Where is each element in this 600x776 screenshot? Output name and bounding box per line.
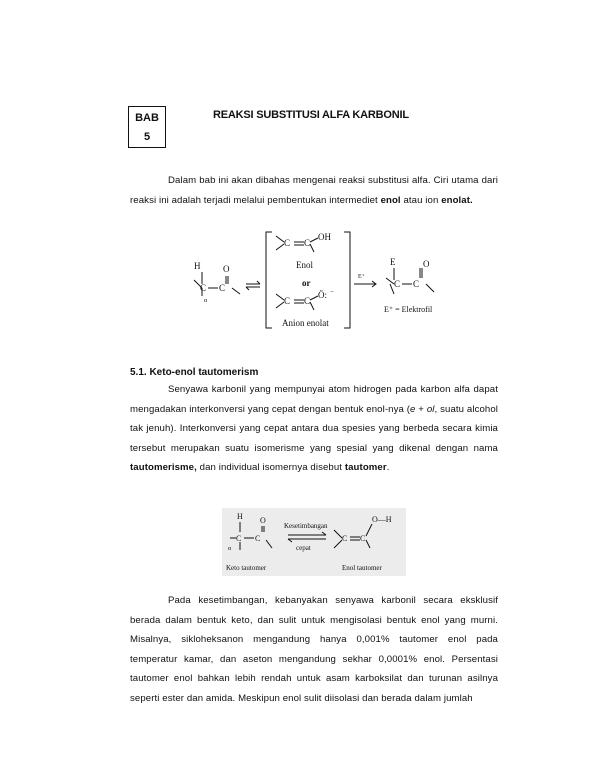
intro-text-1: Dalam bab ini akan dibahas mengenai reaksi substitusi alfa. Ciri utama dari reaksi ini adalah terjadi melalui pembentukan intermediet bbox=[130, 175, 498, 206]
product-e-label: E bbox=[390, 257, 396, 267]
enol-oh-label: OH bbox=[318, 232, 331, 242]
svg-text:C: C bbox=[200, 283, 207, 293]
tautomer-paragraph bbox=[130, 380, 498, 478]
anion-enolat-label: Anion enolat bbox=[282, 318, 329, 328]
para2-text-4: dan individual isomernya disebut bbox=[196, 462, 345, 473]
keto-h-label: H bbox=[194, 261, 201, 271]
intro-text-2: atau ion bbox=[400, 194, 442, 206]
alpha-label-2: α bbox=[228, 546, 232, 552]
para2-text-2: + bbox=[415, 403, 427, 415]
svg-text:C: C bbox=[284, 296, 291, 306]
svg-text:C: C bbox=[360, 534, 366, 543]
svg-text:C: C bbox=[413, 279, 420, 289]
svg-text:C: C bbox=[394, 279, 401, 289]
intro-bold-enol: enol bbox=[380, 194, 401, 206]
svg-text:C: C bbox=[304, 238, 311, 248]
para2-text-1: Senyawa karbonil yang mempunyai atom hidrogen pada karbon alfa dapat mengadakan interkonversi yang cepat dengan bentuk enol-nya ( bbox=[130, 384, 498, 415]
para2-italic-e: e bbox=[410, 403, 416, 415]
equilibrium-paragraph: Pada kesetimbangan, kebanyakan senyawa karbonil secara eksklusif berada dalam bentuk keto, dan sulit untuk mengisolasi bentuk enol yang murni. Misalnya, sikloheksanon mengandung hanya 0,001% tautomer enol pada temperatur kamar, dan aseton mengandung sekhar 0,0001% enol. Persentasi tautomer enol bahkan lebih rendah untuk asam karboksilat dan turunan asilnya seperti ester dan amida. Meskipun enol sulit diisolasi dan berada dalam jumlah bbox=[130, 595, 498, 704]
product-o-label: O bbox=[423, 259, 430, 269]
para2-italic-ol: ol bbox=[426, 403, 435, 415]
svg-text:C: C bbox=[255, 534, 261, 543]
keto-tautomer-label: Keto tautomer bbox=[226, 564, 267, 572]
intro-bold-enolat: enolat. bbox=[441, 194, 473, 206]
section-heading: 5.1. Keto-enol tautomerism bbox=[130, 367, 259, 378]
keto-o-label: O bbox=[223, 264, 230, 274]
enol-label: Enol bbox=[296, 260, 313, 270]
bracket-left bbox=[266, 232, 272, 328]
chapter-box bbox=[128, 106, 166, 148]
bracket-right bbox=[344, 232, 350, 328]
or-label: or bbox=[302, 278, 311, 288]
enol-enolate-scheme bbox=[180, 228, 480, 332]
page-title: REAKSI SUBSTITUSI ALFA KARBONIL bbox=[213, 109, 409, 121]
keto-o-label-2: O bbox=[260, 516, 266, 525]
para2-text-5: . bbox=[386, 462, 390, 473]
fast-label: cepat bbox=[296, 544, 311, 552]
intro-paragraph bbox=[130, 171, 498, 210]
keto-enol-scheme bbox=[222, 508, 406, 576]
svg-text:C: C bbox=[236, 534, 242, 543]
enolate-minus-label: − bbox=[330, 288, 334, 296]
chapter-number: 5 bbox=[143, 131, 151, 143]
electrophile-arrow-label: E⁺ bbox=[358, 274, 365, 280]
keto-bond-right bbox=[232, 288, 240, 294]
equilibrium-label: Kesetimbangan bbox=[284, 522, 328, 530]
para2-bold-tautomerisme: tautomerisme, bbox=[130, 462, 197, 473]
electrophile-note: E⁺ = Elektrofil bbox=[384, 305, 433, 314]
svg-text:C: C bbox=[342, 534, 348, 543]
keto-h-label-2: H bbox=[237, 512, 243, 521]
chapter-label: BAB bbox=[135, 112, 159, 124]
svg-text:C: C bbox=[219, 283, 226, 293]
svg-text:C: C bbox=[284, 238, 291, 248]
para2-text-3: , suatu alcohol tak jenuh). Interkonversi yang cepat antara dua spesies yang berbeda secara kimia tersebut merupakan suatu isomerisme yang spesial yang dikenal dengan nama bbox=[130, 403, 499, 454]
enol-oh-label-2: O—H bbox=[372, 515, 392, 524]
enolate-o-label: Ö: bbox=[318, 290, 327, 300]
enol-tautomer-label: Enol tautomer bbox=[342, 564, 382, 572]
alpha-label: α bbox=[204, 298, 208, 304]
para2-bold-tautomer: tautomer bbox=[344, 462, 387, 473]
svg-text:C: C bbox=[304, 296, 311, 306]
